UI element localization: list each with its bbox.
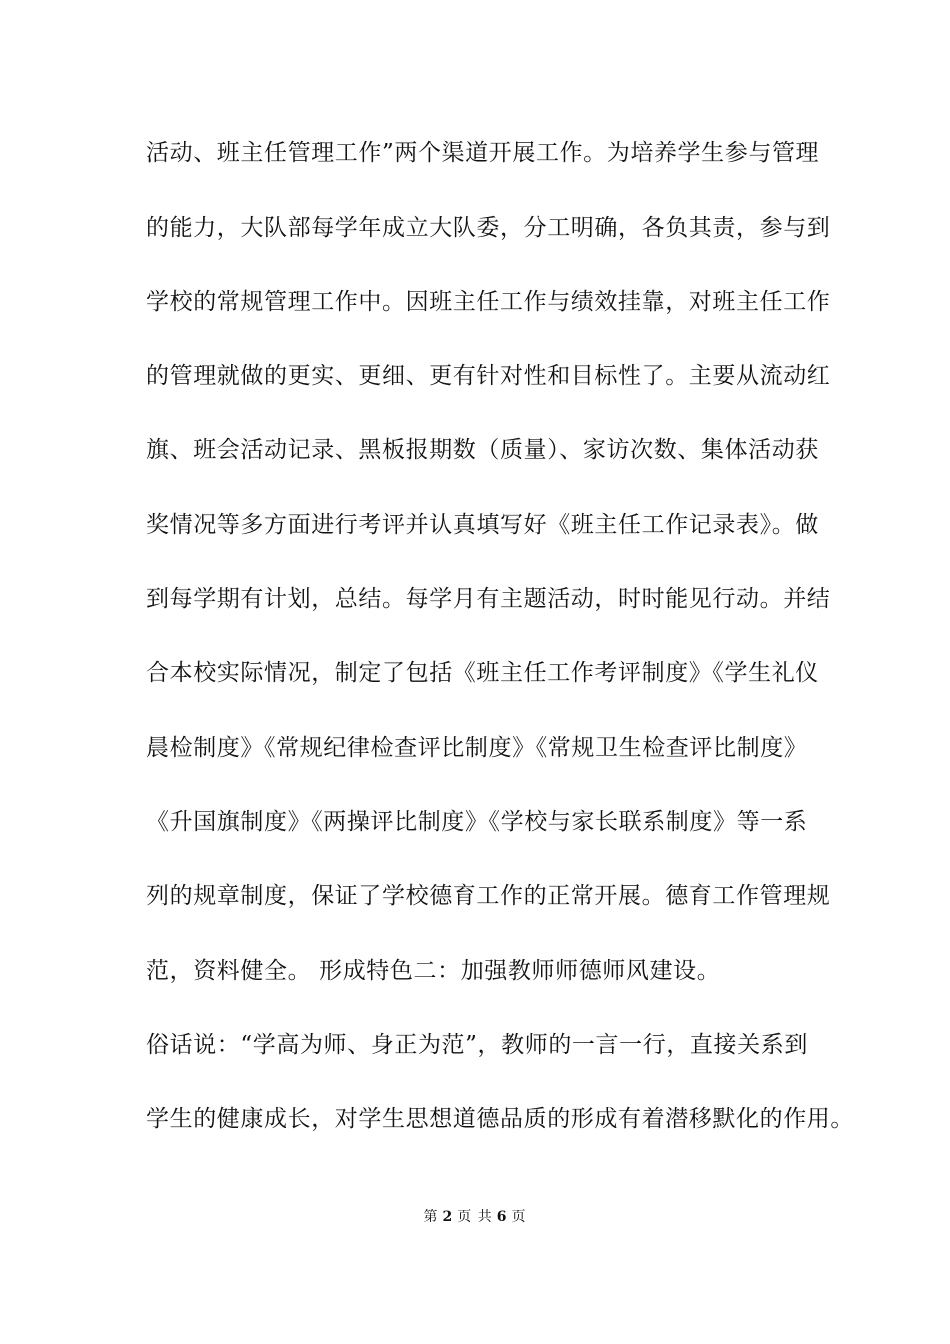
body-text-line: 旗、班会活动记录、黑板报期数（质量）、家访次数、集体活动获 xyxy=(146,437,819,463)
total-pages-number: 6 xyxy=(496,1209,508,1225)
body-text-line: 学校的常规管理工作中。因班主任工作与绩效挂靠，对班主任工作 xyxy=(146,289,831,315)
body-text-line: 活动、班主任管理工作”两个渠道开展工作。为培养学生参与管理 xyxy=(146,140,820,166)
footer-middle: 页 共 xyxy=(457,1209,493,1225)
body-text-line: 奖情况等多方面进行考评并认真填写好《班主任工作记录表》。做 xyxy=(146,512,819,538)
body-text-line: 学生的健康成长，对学生思想道德品质的形成有着潜移默化的作用。 xyxy=(146,1106,854,1132)
body-text-line: 《升国旗制度》《两操评比制度》《学校与家长联系制度》等一系 xyxy=(146,809,808,835)
footer-prefix: 第 xyxy=(423,1209,439,1225)
body-text-line: 列的规章制度，保证了学校德育工作的正常开展。德育工作管理规 xyxy=(146,883,831,909)
body-text-line: 的能力，大队部每学年成立大队委，分工明确，各负其责，参与到 xyxy=(146,215,831,241)
footer-suffix: 页 xyxy=(511,1209,527,1225)
body-text-line: 合本校实际情况，制定了包括《班主任工作考评制度》《学生礼仪 xyxy=(146,660,819,686)
page-footer xyxy=(0,1207,950,1227)
body-text-line: 范，资料健全。 形成特色二：加强教师师德师风建设。 xyxy=(146,958,721,984)
current-page-number: 2 xyxy=(442,1209,454,1225)
body-text-line: 的管理就做的更实、更细、更有针对性和目标性了。主要从流动红 xyxy=(146,363,831,389)
body-text-line: 俗话说：“学高为师、身正为范”，教师的一言一行，直接关系到 xyxy=(146,1032,808,1058)
body-text-line: 到每学期有计划，总结。每学月有主题活动，时时能见行动。并结 xyxy=(146,586,831,612)
body-text-line: 晨检制度》《常规纪律检查评比制度》《常规卫生检查评比制度》 xyxy=(146,735,808,761)
